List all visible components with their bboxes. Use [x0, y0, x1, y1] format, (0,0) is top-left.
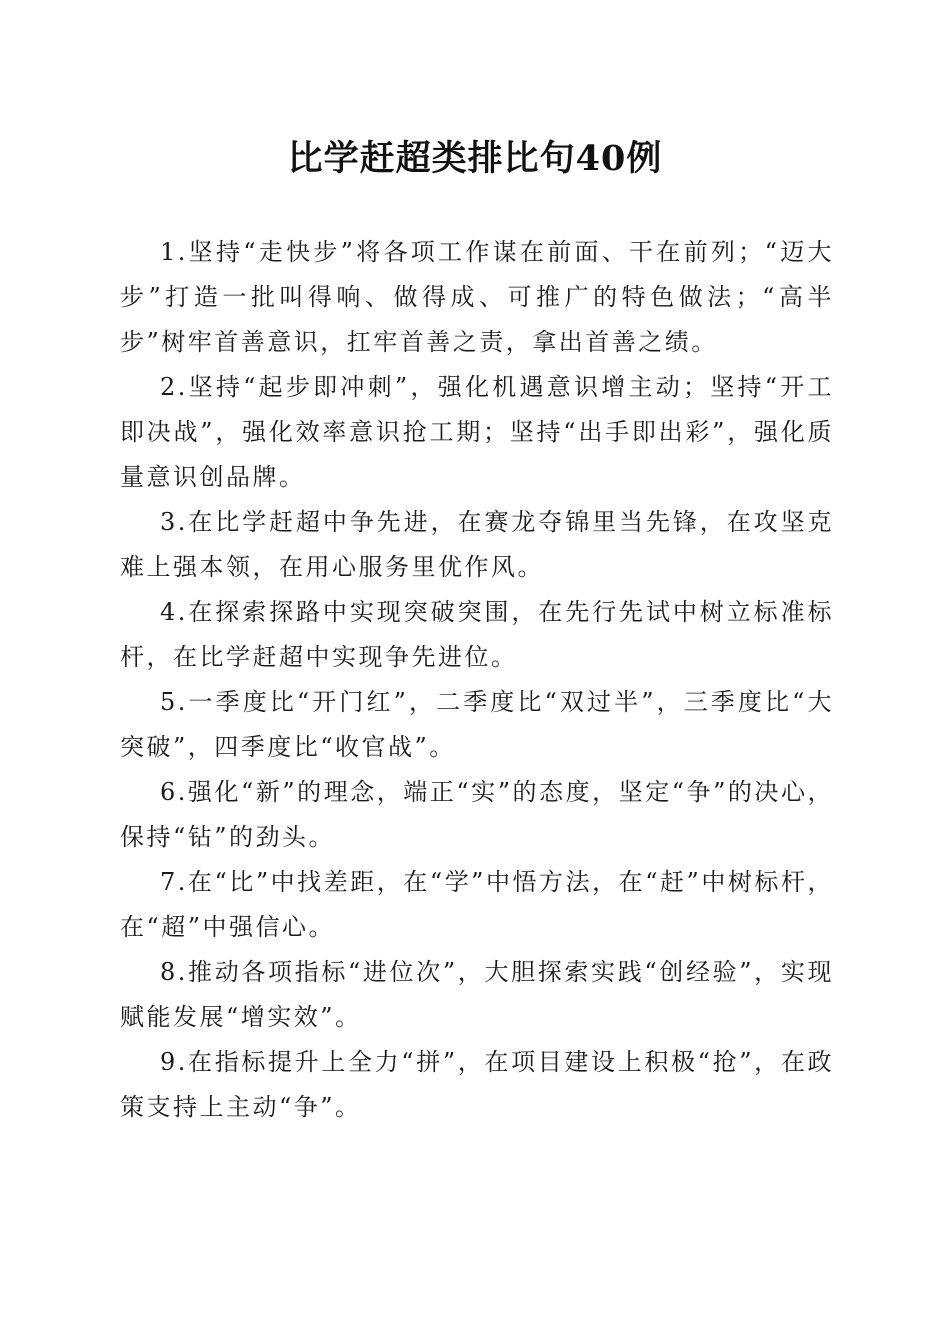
paragraph-5: 5.一季度比“开门红”，二季度比“双过半”，三季度比“大突破”，四季度比“收官战”。 — [120, 688, 834, 761]
paragraph-4: 4.在探索探路中实现突破突围，在先行先试中树立标准标杆，在比学赶超中实现争先进位。 — [120, 598, 834, 671]
paragraph-9: 9.在指标提升上全力“拼”，在项目建设上积极“抢”，在政策支持上主动“争”。 — [120, 1048, 834, 1121]
paragraph-3: 3.在比学赶超中争先进，在赛龙夺锦里当先锋，在攻坚克难上强本领，在用心服务里优作风。 — [120, 508, 834, 581]
paragraph-6: 6.强化“新”的理念，端正“实”的态度，坚定“争”的决心，保持“钻”的劲头。 — [120, 778, 834, 851]
document-title: 比学赶超类排比句40例 — [287, 138, 663, 179]
paragraph-8: 8.推动各项指标“进位次”，大胆探索实践“创经验”，实现赋能发展“增实效”。 — [120, 958, 834, 1031]
document-body — [120, 230, 834, 1130]
paragraph-1: 1.坚持“走快步”将各项工作谋在前面、干在前列；“迈大步”打造一批叫得响、做得成、可推广的特色做法；“高半步”树牢首善意识，扛牢首善之责，拿出首善之绩。 — [120, 238, 834, 356]
paragraph-7: 7.在“比”中找差距，在“学”中悟方法，在“赶”中树标杆，在“超”中强信心。 — [120, 868, 834, 941]
paragraph-2: 2.坚持“起步即冲刺”，强化机遇意识增主动；坚持“开工即决战”，强化效率意识抢工期；坚持“出手即出彩”，强化质量意识创品牌。 — [120, 373, 834, 491]
